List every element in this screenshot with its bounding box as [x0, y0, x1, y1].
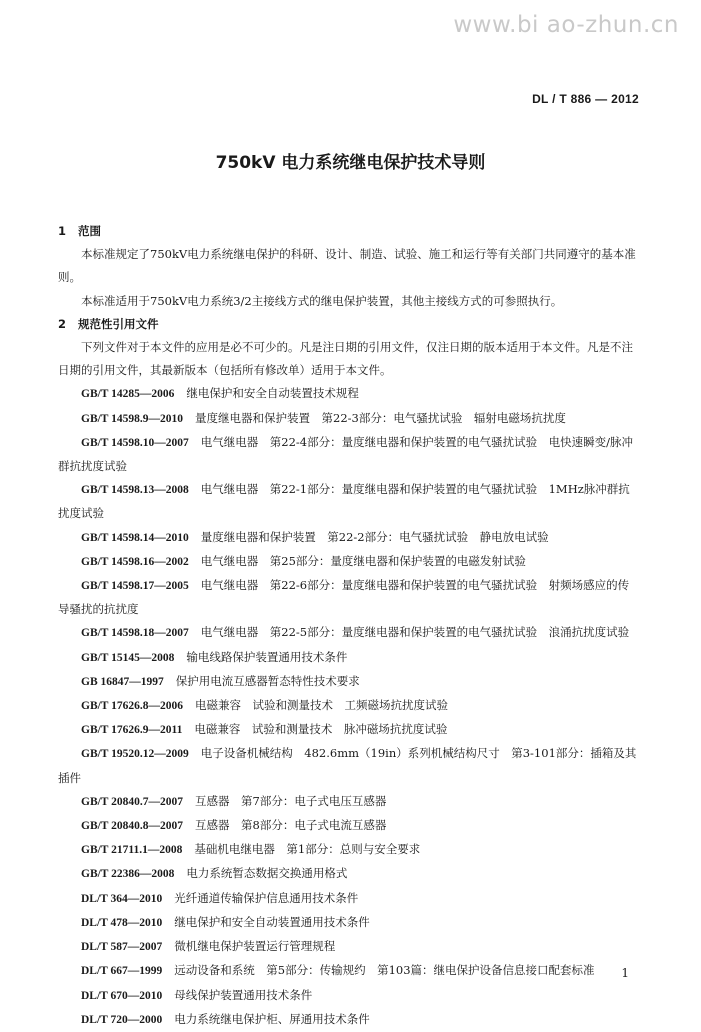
reference-item — [58, 621, 638, 645]
reference-code: GB/T 15145—2008 — [81, 651, 175, 664]
reference-code: GB/T 22386—2008 — [81, 868, 175, 881]
reference-item — [58, 935, 638, 959]
reference-code: GB/T 17626.8—2006 — [81, 700, 184, 713]
reference-code: GB/T 14598.16—2002 — [81, 555, 189, 568]
reference-title: 互感器 第7部分：电子式电压互感器 — [195, 793, 387, 808]
reference-code: DL/T 670—2010 — [81, 989, 163, 1002]
reference-item — [58, 959, 638, 983]
references-intro: 下列文件对于本文件的应用是必不可少的。凡是注日期的引用文件，仅注日期的版本适用于本文件。凡是不注日期的引用文件，其最新版本（包括所有修改单）适用于本文件。 — [58, 340, 633, 378]
reference-code: DL/T 364—2010 — [81, 892, 163, 905]
reference-title: 电力系统暂态数据交换通用格式 — [186, 866, 348, 881]
reference-item — [58, 984, 638, 1008]
scope-paragraph: 本标准规定了750kV电力系统继电保护的科研、设计、制造、试验、施工和运行等有关部门共同遵守的基本准则。 — [58, 247, 636, 285]
reference-title: 量度继电器和保护装置 第22-2部分：电气骚扰试验 静电放电试验 — [200, 529, 549, 544]
reference-code: GB/T 17626.9—2011 — [81, 724, 183, 737]
reference-item — [58, 694, 638, 718]
reference-item — [58, 431, 638, 478]
reference-title: 微机继电保护装置运行管理规程 — [174, 939, 336, 954]
scope-paragraph: 本标准适用于750kV电力系统3/2主接线方式的继电保护装置，其他主接线方式的可参照执行。 — [81, 293, 563, 308]
reference-title: 互感器 第8部分：电子式电流互感器 — [195, 818, 387, 833]
reference-code: DL/T 667—1999 — [81, 965, 163, 978]
reference-code: GB/T 14598.14—2010 — [81, 531, 189, 544]
reference-code: GB/T 21711.1—2008 — [81, 844, 183, 857]
reference-title: 电子设备机械结构 482.6mm（19in）系列机械结构尺寸 第3-101部分：插箱及其插件 — [58, 746, 637, 785]
reference-item — [58, 550, 638, 574]
reference-title: 电气继电器 第22-6部分：量度继电器和保护装置的电气骚扰试验 射频场感应的传导骚扰的抗扰度 — [58, 578, 630, 617]
reference-code: GB/T 14285—2006 — [81, 388, 175, 401]
reference-list — [58, 382, 638, 1031]
reference-item — [58, 382, 638, 406]
reference-code: GB/T 20840.7—2007 — [81, 795, 184, 808]
reference-item — [58, 646, 638, 670]
reference-code: GB/T 14598.18—2007 — [81, 627, 189, 640]
reference-code: GB/T 14598.10—2007 — [81, 436, 189, 449]
reference-item — [58, 887, 638, 911]
reference-title: 电磁兼容 试验和测量技术 工频磁场抗扰度试验 — [195, 698, 449, 713]
reference-code: DL/T 478—2010 — [81, 916, 163, 929]
reference-title: 继电保护和安全自动装置通用技术条件 — [174, 914, 370, 929]
reference-code: DL/T 587—2007 — [81, 941, 163, 954]
document-body — [58, 220, 638, 1032]
reference-code: GB/T 14598.13—2008 — [81, 484, 189, 497]
reference-title: 量度继电器和保护装置 第22-3部分：电气骚扰试验 辐射电磁场抗扰度 — [195, 410, 566, 425]
page-number: 1 — [621, 966, 629, 980]
reference-item — [58, 1008, 638, 1032]
section-heading-scope — [58, 220, 638, 243]
watermark-text: www.bi ao-zhun.cn — [453, 12, 679, 38]
reference-item — [58, 478, 638, 525]
reference-title: 远动设备和系统 第5部分：传输规约 第103篇：继电保护设备信息接口配套标准 — [174, 963, 595, 978]
reference-code: GB/T 20840.8—2007 — [81, 820, 184, 833]
reference-code: GB/T 14598.9—2010 — [81, 412, 184, 425]
reference-title: 光纤通道传输保护信息通用技术条件 — [174, 890, 359, 905]
reference-title: 保护用电流互感器暂态特性技术要求 — [175, 673, 360, 688]
reference-title: 母线保护装置通用技术条件 — [174, 987, 313, 1002]
reference-item — [58, 814, 638, 838]
reference-title: 基础机电继电器 第1部分：总则与安全要求 — [194, 842, 421, 857]
reference-title: 电气继电器 第22-4部分：量度继电器和保护装置的电气骚扰试验 电快速瞬变/脉冲群抗扰度试验 — [58, 434, 633, 474]
reference-item — [58, 574, 638, 621]
reference-item — [58, 790, 638, 814]
section-heading-normative-references — [58, 313, 638, 336]
reference-code: GB/T 14598.17—2005 — [81, 580, 189, 593]
reference-item — [58, 670, 638, 694]
reference-code: DL/T 720—2000 — [81, 1013, 163, 1026]
reference-code: GB/T 19520.12—2009 — [81, 748, 189, 761]
reference-title: 电力系统继电保护柜、屏通用技术条件 — [174, 1011, 370, 1026]
reference-item — [58, 526, 638, 550]
reference-title: 电气继电器 第22-1部分：量度继电器和保护装置的电气骚扰试验 1MHz脉冲群抗扰度试验 — [58, 482, 630, 521]
reference-title: 电气继电器 第22-5部分：量度继电器和保护装置的电气骚扰试验 浪涌抗扰度试验 — [200, 625, 630, 640]
reference-title: 电气继电器 第25部分：量度继电器和保护装置的电磁发射试验 — [200, 553, 526, 568]
reference-title: 电磁兼容 试验和测量技术 脉冲磁场抗扰度试验 — [194, 722, 448, 737]
reference-title: 输电线路保护装置通用技术条件 — [186, 649, 348, 664]
document-number: DL / T 886 — 2012 — [532, 92, 639, 106]
reference-item — [58, 407, 638, 431]
reference-item — [58, 862, 638, 886]
reference-item — [58, 742, 638, 789]
section-title: 规范性引用文件 — [78, 316, 159, 331]
section-title: 范围 — [78, 224, 101, 238]
section-number: 2 — [58, 316, 67, 331]
reference-item — [58, 838, 638, 862]
section-number: 1 — [58, 224, 67, 238]
reference-title: 继电保护和安全自动装置技术规程 — [186, 386, 359, 401]
reference-item — [58, 911, 638, 935]
reference-item — [58, 718, 638, 742]
reference-code: GB 16847—1997 — [81, 675, 164, 688]
page-title: 750kV 电力系统继电保护技术导则 — [215, 153, 486, 173]
